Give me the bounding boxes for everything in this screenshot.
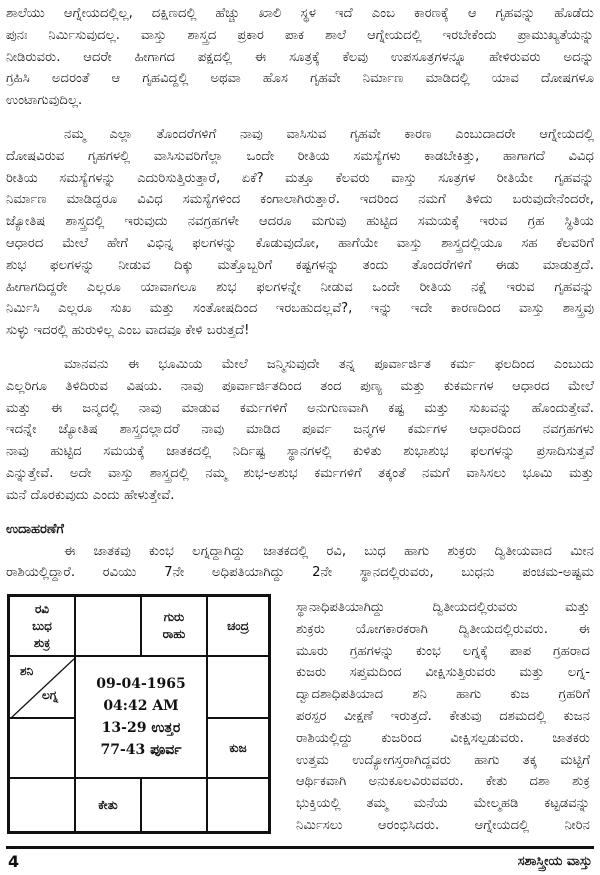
text-line: ಜ್ಯೋತಿಷ ಶಾಸ್ತ್ರದಲ್ಲಿ ಇರುವುದು ನವಗ್ರಹಗಳೇ ಆದರೂ ಮಗುವು ಹುಟ್ಟಿದ ಸಮಯಕ್ಕೆ ಇರುವ ಗ್ರಹ ಸ್ಥಿತಿಯ xyxy=(6,214,594,230)
running-title: ಸಶಾಸ್ತ್ರೀಯ ವಾಸ್ತು xyxy=(517,854,592,869)
paragraph-3 xyxy=(6,354,594,507)
footer-rule xyxy=(6,846,594,849)
horoscope-chart xyxy=(7,594,271,834)
text-line: ಮೂರು ಗ್ರಹಗಳನ್ನು ಕುಂಭ ಲಗ್ನಕ್ಕೆ ಪಾಪ ಗ್ರಹರಾದ xyxy=(296,643,590,659)
text-line: ಭುಕ್ತಿಯಲ್ಲಿ ತಮ್ಮ ಮನೆಯ ಮೇಲ್ಮಹಡಿ ಕಟ್ಟಡವನ್ನು xyxy=(296,796,590,812)
section-heading: ಉದಾಹರಣೆಗೆ xyxy=(6,521,64,537)
longitude: 77-43 ಪೂರ್ವ xyxy=(100,742,182,758)
house-11 xyxy=(9,656,75,718)
house-7 xyxy=(141,778,207,832)
text-line: ನಿರ್ಮಿಸಲು ಆರಂಭಿಸಿದರು. ಆಗ್ನೇಯದಲ್ಲಿ ನೀರಿನ xyxy=(296,817,590,833)
house-2 xyxy=(141,596,207,656)
text-line: ರಾಶಿಯಲ್ಲಿದ್ದಾರೆ. ರವಿಯು 7ನೇ ಅಧಿಪತಿಯಾಗಿದ್ದು 2ನೇ ಸ್ಥಾನದಲ್ಲಿರುವರು, ಬುಧನು ಪಂಚಮ-ಅಷ್ಟಮ xyxy=(6,565,594,581)
text-line: ಸುಳ್ಳು ಇದರಲ್ಲಿ ಹುರುಳಿಲ್ಲ ಎಂಬ ವಾದವೂ ಕೇಳಿ ಬರುತ್ತದೆ! xyxy=(6,323,250,339)
planet-label: ಗುರು xyxy=(163,610,185,624)
planet-label: ಕುಜ xyxy=(229,740,247,755)
page-body xyxy=(6,3,594,584)
lagna-label: ಲಗ್ನ xyxy=(42,688,58,702)
house-4 xyxy=(207,656,269,718)
text-line: ಎಲ್ಲರಿಗೂ ತಿಳಿದಿರುವ ವಿಷಯ. ನಾವು ಪೂರ್ವಾರ್ಜಿತದಿಂದ ತಂದ ಪುಣ್ಯ ಮತ್ತು ಕುಕರ್ಮಗಳ ಆಧಾರದ ಮೇಲೆ xyxy=(6,378,594,394)
text-line: ಸ್ಥಾನಾಧಿಪತಿಯಾಗಿದ್ದು ದ್ವಿತೀಯದಲ್ಲಿರುವರು ಮತ್ತು xyxy=(296,600,590,615)
birth-date: 09-04-1965 xyxy=(96,676,186,692)
text-line: ಉತ್ತಮ ಉದ್ಯೋಗಸ್ತರಾಗಿದ್ದವರು ಹಾಗು ತಕ್ಕ ಮಟ್ಟಿಗೆ xyxy=(296,752,590,768)
text-line: ರೀತಿಯ ಸಮಸ್ಯೆಗಳನ್ನು ಎದುರಿಸುತ್ತಿರುತ್ತಾರೆ, ಏಕೆ? ಮತ್ತೂ ಕೆಲವರು ವಾಸ್ತು ಸೂತ್ರಗಳ ರೀತಿಯೇ ಗೃಹವನ್ನು xyxy=(6,170,594,186)
text-line: ಉಂಟಾಗುವುದಿಲ್ಲ. xyxy=(6,93,83,109)
house-5 xyxy=(207,718,269,778)
text-line: ನಾವು ಹುಟ್ಟಿದ ಸಮಯಕ್ಕೆ ಜಾತಕದಲ್ಲಿ ನಿರ್ದಿಷ್ಟ ಸ್ಥಾನಗಳಲ್ಲಿ ಕುಳಿತು ಶುಭಾಶುಭ ಫಲಗಳನ್ನು ಪ್ರಸಾದಿಸುತ್ತವೆ xyxy=(6,444,594,460)
text-line: ಮಾನವನು ಈ ಭೂಮಿಯ ಮೇಲೆ ಜನ್ಮಿಸುವುದೇ ತನ್ನ ಪೂರ್ವಾರ್ಜಿತ ಕರ್ಮ ಫಲದಿಂದ ಎಂಬುದು xyxy=(64,356,594,372)
text-line: ಮತ್ತು ಈ ಜನ್ಮದಲ್ಲಿ ನಾವು ಮಾಡುವ ಕರ್ಮಗಳಿಗೆ ಅನುಗುಣವಾಗಿ ಕಷ್ಟ ಮತ್ತು ಸುಖವನ್ನು ಹೊಂದುತ್ತೇವೆ. xyxy=(6,400,594,416)
birth-details xyxy=(75,656,207,778)
paragraph-1 xyxy=(6,3,594,112)
text-line: ಶುಭ ಫಲಗಳನ್ನು ನೀಡುವ ದಿಕ್ಕು ಮತ್ತೊಬ್ಬರಿಗೆ ಕಷ್ಟಗಳನ್ನು ತಂದು ತೊಂದರೆಗಳಿಗೆ ಈಡು ಮಾಡುತ್ತದೆ. xyxy=(6,257,594,273)
text-line: ಪುನಃ ನಿರ್ಮಿಸುವುದಲ್ಲ. ವಾಸ್ತು ಶಾಸ್ತ್ರದ ಪ್ರಕಾರ ಪಾಕ ಶಾಲೆ ಆಗ್ನೇಯದಲ್ಲಿ ಇರಬೇಕೆಂದು ಪ್ರಾಮುಖ್ಯತೆಯನ್ನು xyxy=(6,27,594,43)
planet-label: ಬುಧ xyxy=(32,618,52,633)
text-line: ಪರಸ್ಪರ ವೀಕ್ಷಣೆ ಇರುತ್ತದೆ. ಕೇತುವು ದಶಮದಲ್ಲಿ ಕುಜನ xyxy=(296,708,590,724)
planet-label: ಶನಿ xyxy=(20,664,34,678)
planet-label: ಚಂದ್ರ xyxy=(227,618,249,633)
house-1 xyxy=(75,596,141,656)
birth-time: 04:42 AM xyxy=(103,698,179,714)
text-line: ಆಧಾರದ ಮೇಲೆ ಹೇಗೆ ವಿಭಿನ್ನ ಫಲಗಳನ್ನು ಕೊಡುವುದೋ, ಹಾಗೆಯೇ ವಾಸ್ತು ಶಾಸ್ತ್ರದಲ್ಲಿಯೂ ಸಹ ಕೆಲವರಿಗೆ xyxy=(6,235,594,251)
page-number: 4 xyxy=(8,852,20,871)
latitude: 13-29 ಉತ್ತರ xyxy=(101,720,181,736)
text-line: ಈ ಜಾತಕವು ಕುಂಭ ಲಗ್ನದ್ದಾಗಿದ್ದು ಜಾತಕದಲ್ಲಿ ರವಿ, ಬುಧ ಹಾಗು ಶುಕ್ರರು ದ್ವಿತೀಯವಾದ ಮೀನ xyxy=(64,543,594,559)
house-10 xyxy=(9,718,75,778)
text-line: ಶಾಲೆಯು ಆಗ್ನೇಯದಲ್ಲಿಲ್ಲ, ದಕ್ಷಿಣದಲ್ಲಿ ಹೆಚ್ಚು ಖಾಲಿ ಸ್ಥಳ ಇದೆ ಎಂಬ ಕಾರಣಕ್ಕೆ ಆ ಗೃಹವನ್ನು ಹೊಡೆದು xyxy=(6,6,594,21)
planet-label: ಶುಕ್ರ xyxy=(33,635,51,650)
text-line: ಹೀಗಾಗದಿದ್ದರೇ ಎಲ್ಲರೂ ಯಾವಾಗಲೂ ಶುಭ ಫಲಗಳನ್ನೇ ನೀಡುವ ಒಂದೇ ರೀತಿಯ ನಕ್ಷೆ ಇರುವ ಗೃಹವನ್ನು xyxy=(6,279,594,295)
text-line: ನಿರ್ಮಾಣ ಮಾಡಿದ್ದರೂ ವಿವಿಧ ಸಮಸ್ಯೆಗಳಿಂದ ಕಂಗಾಲಾಗಿರುತ್ತಾರೆ. ಇದರಿಂದ ನಮಗೆ ತಿಳಿದು ಬರುವುದೇನೆಂದರೇ, xyxy=(6,192,594,208)
planet-label: ಕೇತು xyxy=(98,797,118,812)
text-line: ನಿರ್ಮಿಸಿ ಎಲ್ಲರೂ ಸುಖ ಮತ್ತು ಸಂತೋಷದಿಂದ ಇರಬಹುದಲ್ಲವೆ?, ಇನ್ನು ಇದೇ ಕಾರಣದಿಂದ ವಾಸ್ತು ಶಾಸ್ತ್ರವು xyxy=(6,301,594,317)
planet-label: ರವಿ xyxy=(34,601,50,616)
text-line: ಎನ್ನುತ್ತೇವೆ. ಅದೇ ವಾಸ್ತು ಶಾಸ್ತ್ರದಲ್ಲಿ ನಮ್ಮ ಶುಭ-ಅಶುಭ ಕರ್ಮಗಳಿಗೆ ತಕ್ಕಂತೆ ನಮಗೆ ವಾಸಿಸಲು ಭೂಮಿ ಮತ್ತು xyxy=(6,465,594,481)
text-line: ಶುಕ್ರರು ಯೋಗಕಾರಕರಾಗಿ ದ್ವಿತೀಯದಲ್ಲಿರುವರು. ಈ xyxy=(296,621,590,637)
example-side-text xyxy=(296,597,590,837)
house-8 xyxy=(75,778,141,832)
text-line: ದ್ವಾದಶಾಧಿಪತಿಯಾದ ಶನಿ ಹಾಗು ಕುಜ ಗ್ರಹರಿಗೆ xyxy=(296,687,590,703)
text-line: ಆರ್ಥಿಕವಾಗಿ ಅನುಕೂಲವಿರುವವರು. ಕೇತು ದಶಾ ಶುಕ್ರ xyxy=(296,774,590,790)
text-line: ನಮ್ಮ ಎಲ್ಲಾ ತೊಂದರೆಗಳಿಗೆ ನಾವು ವಾಸಿಸುವ ಗೃಹವೇ ಕಾರಣ ಎಂಬುದಾದರೇ ಆಗ್ನೇಯದಲ್ಲಿ xyxy=(64,126,594,142)
text-line: ಗ್ರಹಿಸಿ ಅದರಂತೆ ಆ ಗೃಹವಿದ್ದಲ್ಲಿ ಅಥವಾ ಹೊಸ ಗೃಹವೇ ನಿರ್ಮಾಣ ಮಾಡಿದಲ್ಲಿ ಯಾವ ದೋಷಗಳೂ xyxy=(6,71,594,87)
house-6 xyxy=(207,778,269,832)
text-line: ರಾಶಿಯಲ್ಲಿದ್ದು ಕುಜರಿಂದ ವೀಕ್ಷಿಸಲ್ಪಡುವರು. ಜಾತಕರು xyxy=(296,730,590,746)
house-9 xyxy=(9,778,75,832)
text-line: ನೀಡಿರುವರು. ಆದರೇ ಹೀಗಾಗದ ಪಕ್ಷದಲ್ಲಿ ಈ ಸೂತ್ರಕ್ಕೆ ಕೆಲವು ಉಪಸೂತ್ರಗಳನ್ನೂ ಹೇಳಿರುವರು ಅದನ್ನು xyxy=(6,49,594,65)
text-line: ಮನೆ ದೊರಕುವುದು ಎಂದು ಹೇಳುತ್ತೇವೆ. xyxy=(6,487,175,503)
text-line: ಇದನ್ನೇ ಜ್ಯೋತಿಷ ಶಾಸ್ತ್ರದಲ್ಲಾದರೆ ನಾವು ಮಾಡಿದ ಪೂರ್ವ ಜನ್ಮಗಳ ಕರ್ಮಗಳ ಆಧಾರದಿಂದ ನವಗ್ರಹಗಳು xyxy=(6,422,594,438)
planet-label: ರಾಹು xyxy=(162,627,186,641)
text-line: ದೋಷವಿರುವ ಗೃಹಗಳಲ್ಲಿ ವಾಸಿಸುವರಿಗೆಲ್ಲಾ ಒಂದೇ ರೀತಿಯ ಸಮಸ್ಯೆಗಳು ಕಾಡಬೇಕಿತ್ತು, ಹಾಗಾಗದೆ ವಿವಿಧ xyxy=(6,148,594,164)
house-12 xyxy=(9,596,75,656)
paragraph-2 xyxy=(6,124,594,342)
text-line: ಕುಜರು ಸಪ್ತಮದಿಂದ ವೀಕ್ಷಿಸುತ್ತಿರುವರು ಮತ್ತು ಲಗ್ನ- xyxy=(296,665,590,681)
house-3 xyxy=(207,596,269,656)
